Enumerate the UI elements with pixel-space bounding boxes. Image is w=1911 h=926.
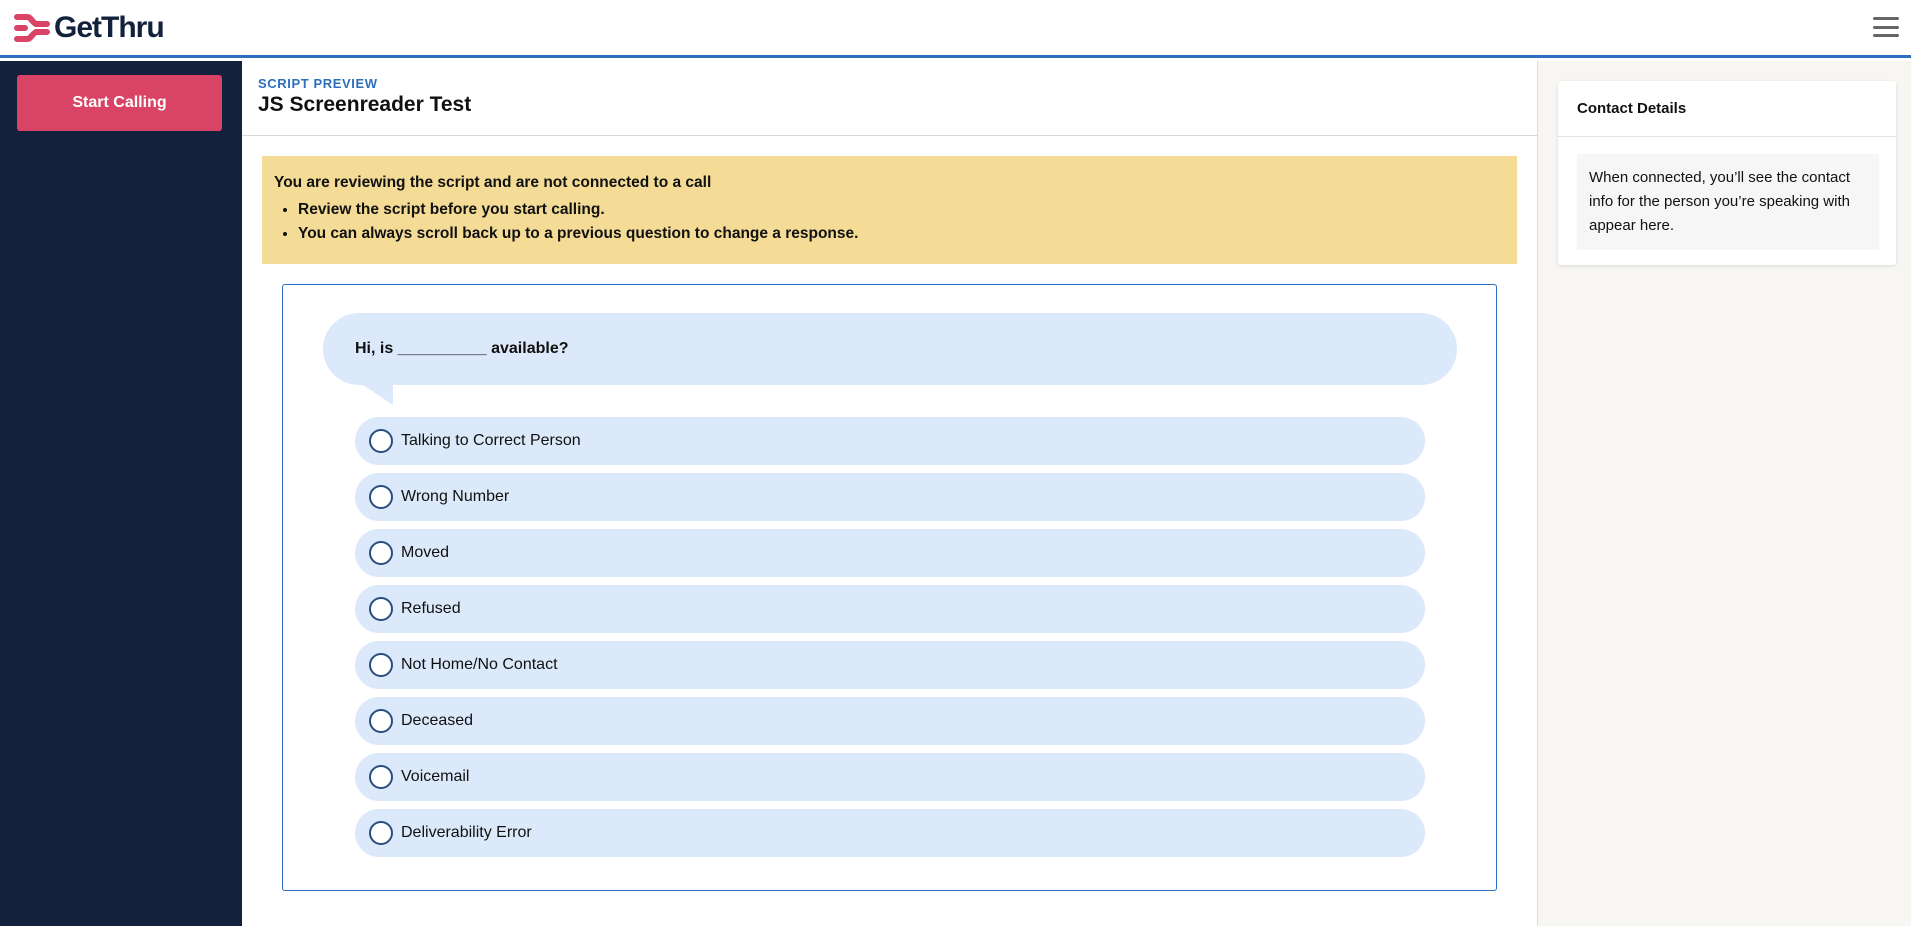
option-label: Not Home/No Contact bbox=[401, 656, 558, 673]
response-options bbox=[355, 417, 1425, 865]
question-bubble bbox=[323, 313, 1457, 385]
response-option-wrong-number[interactable] bbox=[355, 473, 1425, 521]
menu-line bbox=[1873, 17, 1899, 20]
menu-line bbox=[1873, 34, 1899, 37]
notice-list bbox=[274, 200, 1505, 244]
brand-name: GetThru bbox=[54, 11, 164, 44]
radio-empty-icon[interactable] bbox=[369, 765, 393, 789]
radio-empty-icon[interactable] bbox=[369, 709, 393, 733]
script-preview-label: SCRIPT PREVIEW bbox=[258, 76, 378, 91]
option-label: Voicemail bbox=[401, 768, 470, 785]
notice-item: • You can always scroll back up to a previous question to change a response. bbox=[298, 224, 1505, 244]
response-option-deceased[interactable] bbox=[355, 697, 1425, 745]
radio-empty-icon[interactable] bbox=[369, 821, 393, 845]
option-label: Refused bbox=[401, 600, 461, 617]
option-label: Deceased bbox=[401, 712, 474, 729]
contact-details-card bbox=[1558, 81, 1896, 265]
bubble-tail bbox=[357, 381, 393, 405]
question-text: Hi, is __________ available? bbox=[355, 340, 569, 357]
response-option-moved[interactable] bbox=[355, 529, 1425, 577]
response-option-talking-to-correct-person[interactable] bbox=[355, 417, 1425, 465]
start-calling-button[interactable]: Start Calling bbox=[17, 75, 222, 131]
main-panel bbox=[242, 61, 1538, 926]
contact-details-title: Contact Details bbox=[1558, 81, 1896, 137]
radio-empty-icon[interactable] bbox=[369, 541, 393, 565]
option-label: Moved bbox=[401, 544, 450, 561]
script-question-card bbox=[282, 284, 1497, 891]
preview-notice bbox=[262, 156, 1517, 264]
response-option-not-home[interactable] bbox=[355, 641, 1425, 689]
radio-empty-icon[interactable] bbox=[369, 485, 393, 509]
response-option-deliverability-error[interactable] bbox=[355, 809, 1425, 857]
brand-logo[interactable] bbox=[14, 10, 164, 46]
notice-heading: You are reviewing the script and are not connected to a call bbox=[274, 174, 712, 191]
option-label: Wrong Number bbox=[401, 488, 510, 505]
notice-item: • Review the script before you start calling. bbox=[298, 200, 1505, 220]
response-option-voicemail[interactable] bbox=[355, 753, 1425, 801]
option-label: Deliverability Error bbox=[401, 824, 532, 841]
contact-details-placeholder: When connected, you’ll see the contact info for the person you’re speaking with appear here. bbox=[1577, 154, 1879, 250]
option-label: Talking to Correct Person bbox=[401, 432, 581, 449]
left-sidebar bbox=[0, 61, 242, 926]
response-option-refused[interactable] bbox=[355, 585, 1425, 633]
hamburger-menu-icon[interactable] bbox=[1871, 14, 1901, 40]
radio-empty-icon[interactable] bbox=[369, 429, 393, 453]
top-bar bbox=[0, 0, 1911, 58]
menu-line bbox=[1873, 26, 1899, 29]
page-title: JS Screenreader Test bbox=[258, 93, 472, 116]
right-panel bbox=[1538, 61, 1911, 926]
getthru-logo-icon bbox=[14, 10, 50, 46]
radio-empty-icon[interactable] bbox=[369, 597, 393, 621]
script-header bbox=[242, 61, 1538, 136]
radio-empty-icon[interactable] bbox=[369, 653, 393, 677]
